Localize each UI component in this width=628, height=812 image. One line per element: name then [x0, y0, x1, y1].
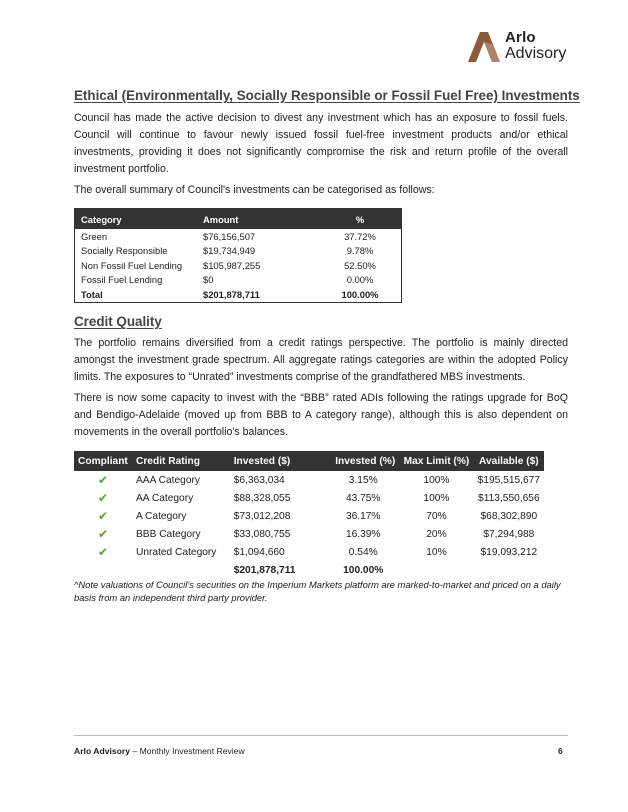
table-total-row [75, 287, 402, 302]
table-row [75, 229, 402, 244]
cell-rating: A Category [135, 510, 187, 522]
col-header-invested-percent: Invested (%) [327, 451, 399, 471]
cell-max-limit: 100% [423, 474, 450, 486]
table-row [74, 489, 544, 507]
cell-amount: $0 [203, 274, 214, 286]
footer-divider [74, 735, 568, 736]
credit-rating-table [74, 451, 544, 579]
cell-amount: $76,156,507 [203, 230, 256, 242]
cell-rating: AA Category [135, 492, 194, 504]
cell-available: $19,093,212 [480, 546, 538, 558]
cell-max-limit: 70% [426, 510, 447, 522]
table-row [75, 258, 402, 273]
cell-invested-pct: 16.39% [345, 528, 381, 540]
cell-available: $68,302,890 [480, 510, 538, 522]
cell-rating: BBB Category [135, 528, 201, 540]
cell-percent: 9.78% [346, 245, 374, 257]
cell-invested: $88,328,055 [233, 492, 291, 504]
cell-invested: $73,012,208 [233, 510, 291, 522]
logo-line1: Arlo [505, 29, 536, 46]
cell-max-limit: 10% [426, 546, 447, 558]
col-header-invested-dollar: Invested ($) [230, 451, 328, 471]
cell-available: $7,294,988 [483, 528, 535, 540]
table-row [75, 273, 402, 288]
col-header-category: Category [75, 209, 198, 230]
cell-category: Non Fossil Fuel Lending [81, 259, 183, 271]
table-header-row [74, 451, 544, 471]
table-total-row [74, 561, 544, 579]
col-header-compliant: Compliant [74, 451, 132, 471]
table-row [74, 471, 544, 489]
col-header-available: Available ($) [474, 451, 544, 471]
ethical-paragraph-2: The overall summary of Council's investments can be categorised as follows: [74, 184, 435, 196]
cell-percent: 52.50% [344, 259, 376, 271]
check-icon: ✔ [97, 473, 109, 487]
cell-max-limit: 20% [426, 528, 447, 540]
col-header-max-limit: Max Limit (%) [399, 451, 473, 471]
cell-available: $113,550,656 [478, 492, 540, 504]
ethical-paragraph-1: Council has made the active decision to divest any investment which has an exposure to fossil fuels. Council will continue to favour newly issued fossil fuel-free investment products and/or ethical investments, providing it does not significantly compromise the risk and return profile of the overall investment portfolio. [74, 112, 568, 175]
check-icon: ✔ [97, 527, 109, 541]
logo-line2: Advisory [505, 45, 567, 62]
cell-max-limit: 100% [423, 492, 450, 504]
valuation-note: ^Note valuations of Council's securities on the Imperium Markets platform are marked-to-market and priced on a daily basis from an independent third party provider. [74, 579, 561, 603]
cell-invested: $6,363,034 [233, 474, 285, 486]
cell-amount: $19,734,949 [203, 245, 256, 257]
check-icon: ✔ [97, 509, 109, 523]
cell-rating: Unrated Category [135, 546, 217, 558]
section-heading-ethical: Ethical (Environmentally, Socially Responsible or Fossil Fuel Free) Investments [74, 88, 580, 103]
table-row [74, 507, 544, 525]
page-number: 6 [558, 746, 563, 756]
cell-category: Socially Responsible [81, 245, 168, 257]
footer-brand: Arlo Advisory [74, 746, 131, 756]
footer-title: – Monthly Investment Review [130, 746, 245, 756]
cell-invested: $33,080,755 [233, 528, 291, 540]
cell-total-invested-pct: 100.00% [343, 564, 384, 576]
cell-invested-pct: 3.15% [348, 474, 378, 486]
check-icon: ✔ [97, 491, 109, 505]
cell-rating: AAA Category [135, 474, 200, 486]
cell-amount: $105,987,255 [203, 259, 261, 271]
investment-category-table [74, 208, 402, 303]
cell-invested-pct: 43.75% [345, 492, 381, 504]
table-header-row [75, 209, 402, 230]
logo-wordmark [505, 30, 566, 62]
credit-paragraph-1: The portfolio remains diversified from a credit ratings perspective. The portfolio is mainly directed amongst the investment grade spectrum. All aggregate ratings categories are within the adopted Policy limits. The exposures to “Unrated” investments comprise of the grandfathered MBS investments. [74, 337, 568, 383]
cell-total-amount: $201,878,711 [203, 288, 260, 300]
table-row [74, 525, 544, 543]
table-row [75, 244, 402, 259]
cell-percent: 37.72% [344, 230, 376, 242]
col-header-credit-rating: Credit Rating [132, 451, 230, 471]
cell-percent: 0.00% [346, 274, 374, 286]
credit-paragraph-2: There is now some capacity to invest with the “BBB” rated ADIs following the ratings upgrade for BoQ and Bendigo-Adelaide (moved up from BBB to A category range), although this is also dependent on movements in the overall portfolio's balances. [74, 392, 568, 438]
section-heading-credit-quality: Credit Quality [74, 314, 162, 329]
col-header-percent: % [319, 209, 402, 230]
cell-invested-pct: 0.54% [348, 546, 378, 558]
cell-invested-pct: 36.17% [345, 510, 381, 522]
cell-invested: $1,094,660 [233, 546, 285, 558]
cell-total-label: Total [81, 288, 103, 300]
cell-total-invested: $201,878,711 [233, 564, 296, 576]
footer-text [74, 746, 245, 756]
cell-category: Fossil Fuel Lending [81, 274, 163, 286]
cell-category: Green [81, 230, 108, 242]
check-icon: ✔ [97, 545, 109, 559]
table-row [74, 543, 544, 561]
cell-available: $195,515,677 [477, 474, 540, 486]
cell-total-percent: 100.00% [341, 288, 379, 300]
col-header-amount: Amount [197, 209, 319, 230]
